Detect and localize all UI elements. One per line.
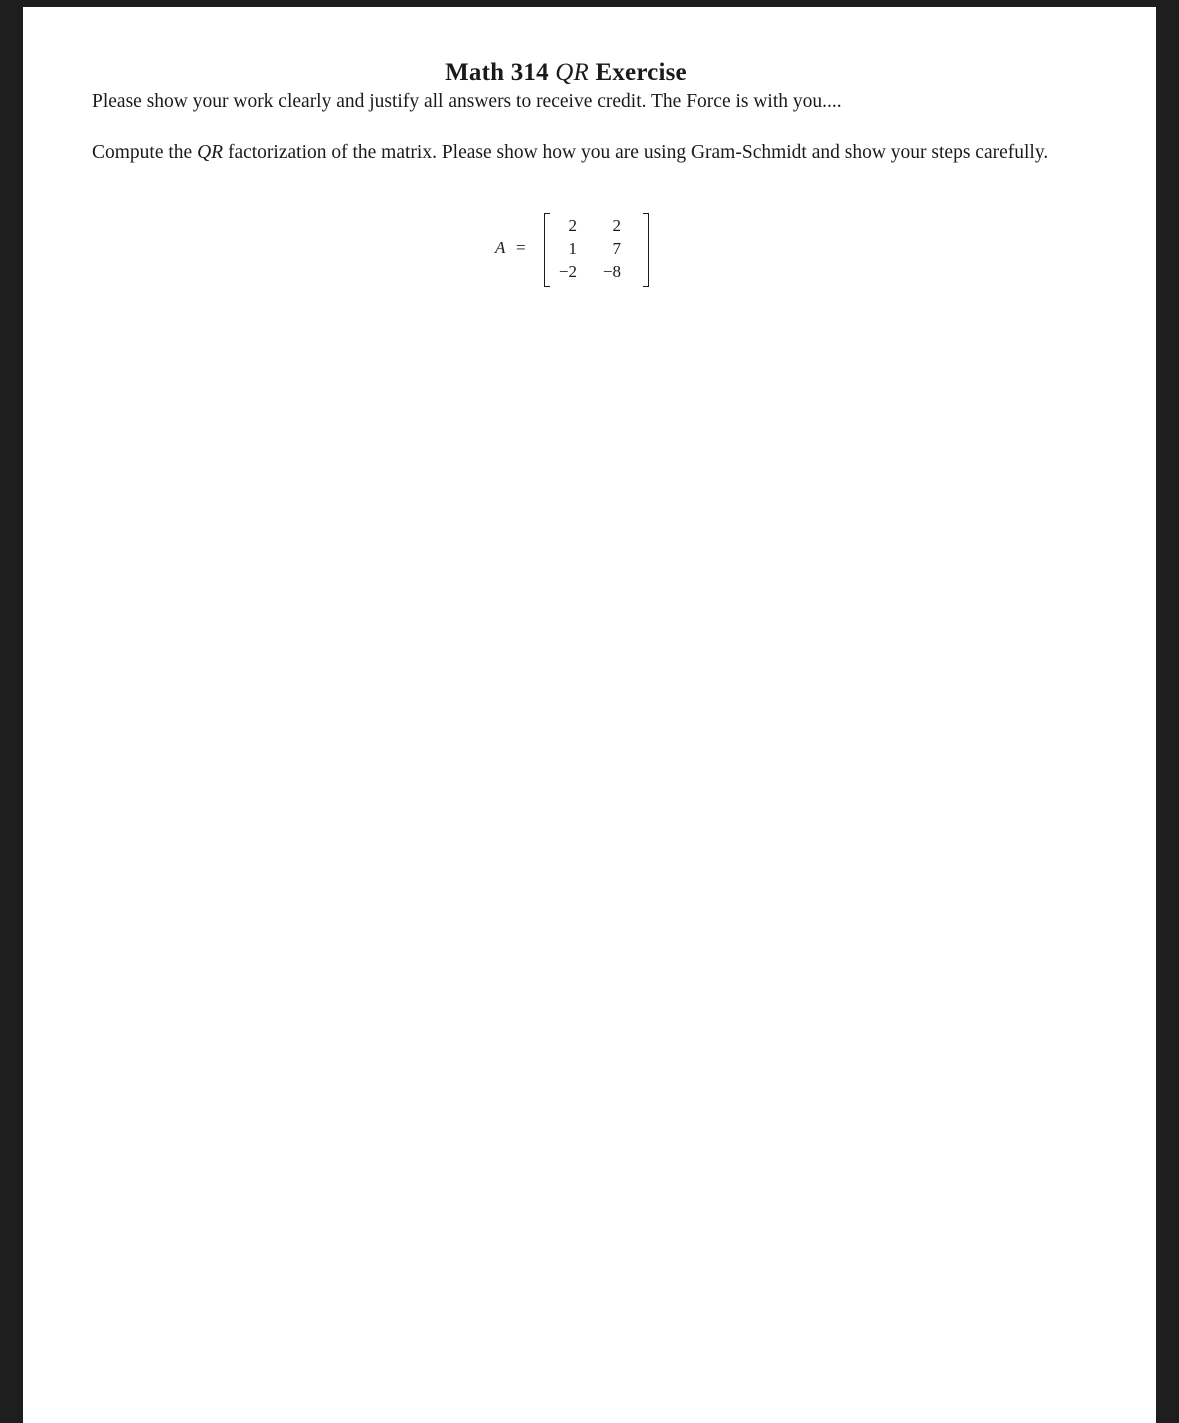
matrix-cell: 2 [612,216,621,235]
instructions-text: Please show your work clearly and justify all answers to receive credit. The Force is with you.... [92,91,842,112]
equals-sign: = [516,238,526,257]
matrix-cell: 7 [612,239,621,258]
matrix-cell: −2 [558,262,577,281]
title-math: QR [555,59,590,86]
title-suffix: Exercise [595,59,687,86]
page-title [23,59,1109,87]
matrix-cell: 2 [568,216,577,235]
title-prefix: Math 314 [445,59,549,86]
matrix-equation [495,210,655,290]
matrix-cell: −8 [602,262,621,281]
problem-text-after: factorization of the matrix. Please show how you are using Gram-Schmidt and show your steps carefully. [227,142,1049,163]
matrix-cell: 1 [568,239,577,258]
document-page [23,7,1156,1423]
problem-text [92,140,1052,165]
matrix-variable: A [495,238,506,257]
matrix-left-bracket [544,213,550,287]
problem-text-before: Compute the [92,142,193,163]
matrix-right-bracket [643,213,649,287]
problem-math-qr: QR [197,142,224,163]
